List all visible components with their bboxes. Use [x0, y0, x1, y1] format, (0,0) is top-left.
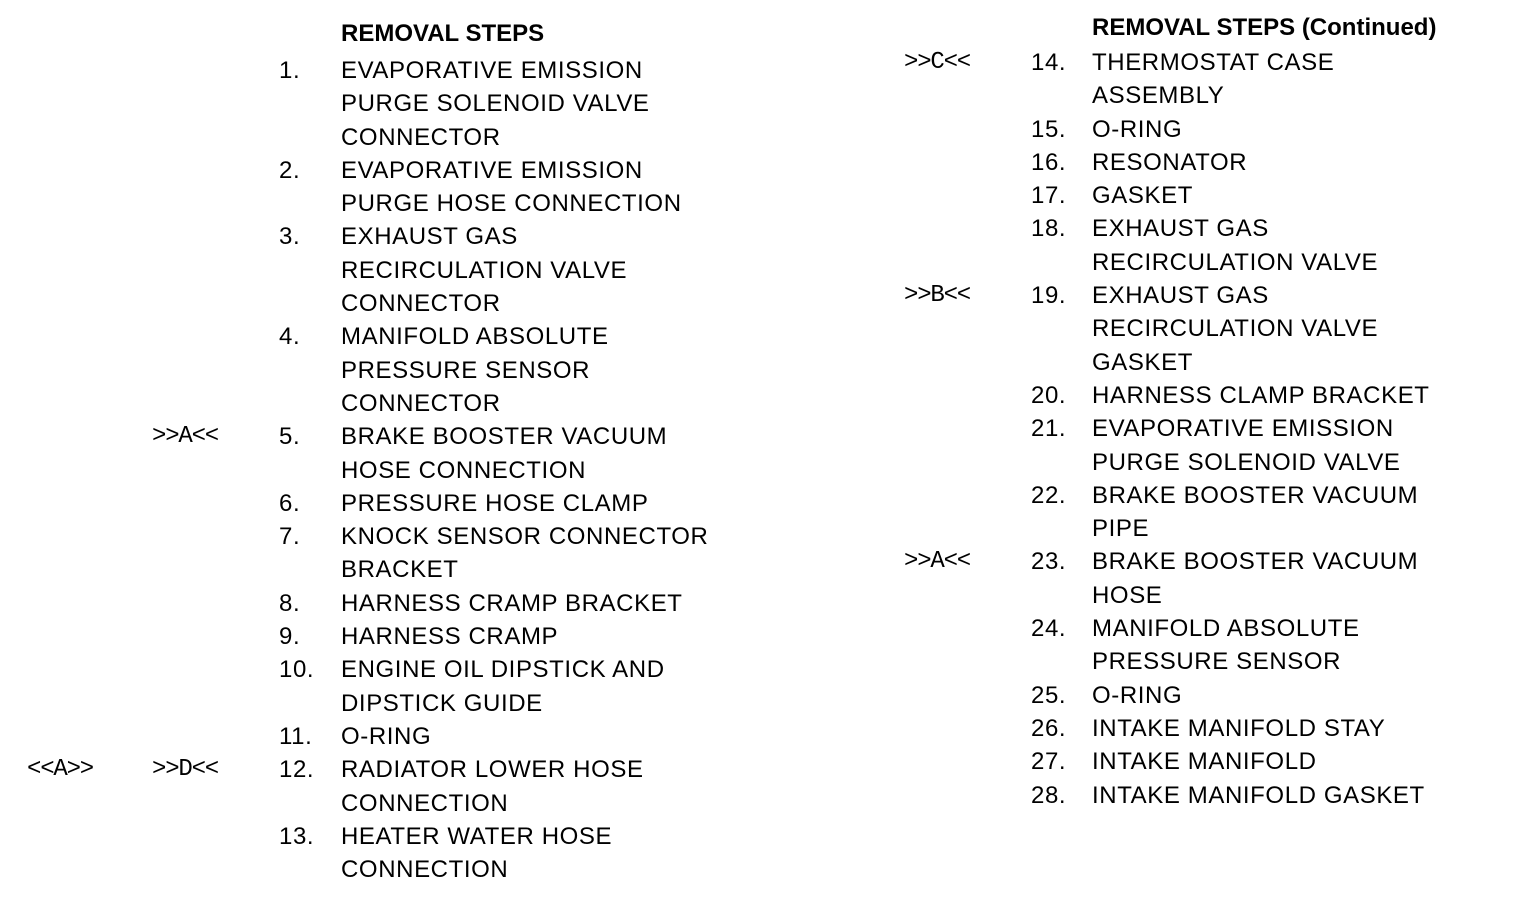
- procedure-ref-mark: >>C<<: [904, 49, 971, 76]
- step-number: 16.: [1031, 148, 1067, 176]
- step-number: 10.: [279, 656, 315, 684]
- step-number: 25.: [1031, 681, 1067, 709]
- step-number: 4.: [279, 323, 301, 351]
- step-27: [860, 745, 1517, 778]
- step-22: [860, 479, 1517, 546]
- step-text: MANIFOLD ABSOLUTE PRESSURE SENSOR: [1092, 615, 1360, 676]
- step-text: O-RING: [341, 722, 432, 750]
- step-text: BRAKE BOOSTER VACUUM PIPE: [1092, 481, 1419, 543]
- step-17: [860, 179, 1517, 212]
- left-steps-list: [0, 54, 841, 886]
- step-number: 3.: [279, 223, 301, 251]
- step-number: 22.: [1031, 481, 1067, 509]
- step-number: 23.: [1031, 548, 1067, 576]
- step-text: HARNESS CRAMP: [341, 623, 559, 651]
- step-4: [0, 320, 841, 420]
- step-number: 17.: [1031, 182, 1067, 210]
- step-number: 27.: [1031, 748, 1067, 776]
- procedure-ref-mark: >>A<<: [904, 548, 971, 576]
- step-9: [0, 620, 841, 653]
- step-text: O-RING: [1092, 681, 1183, 709]
- step-text: EXHAUST GAS RECIRCULATION VALVE CONNECTOR: [341, 223, 628, 318]
- step-text: EVAPORATIVE EMISSION PURGE SOLENOID VALVE: [1092, 415, 1401, 476]
- step-8: [0, 587, 841, 620]
- step-number: 15.: [1031, 115, 1067, 143]
- right-steps-list: [860, 46, 1517, 812]
- step-text: EXHAUST GAS RECIRCULATION VALVE: [1092, 215, 1379, 276]
- step-19: [860, 279, 1517, 379]
- step-text: BRAKE BOOSTER VACUUM HOSE CONNECTION: [341, 423, 668, 484]
- step-number: 19.: [1031, 282, 1067, 310]
- step-number: 2.: [279, 156, 301, 184]
- step-text: INTAKE MANIFOLD GASKET: [1092, 781, 1425, 809]
- step-1: [0, 54, 841, 154]
- step-number: 13.: [279, 822, 315, 850]
- step-number: 9.: [279, 623, 301, 651]
- step-number: 14.: [1031, 49, 1067, 76]
- step-23: [860, 545, 1517, 612]
- procedure-ref-mark: >>A<<: [152, 423, 219, 451]
- step-6: [0, 487, 841, 520]
- step-13: [0, 820, 841, 887]
- step-18: [860, 212, 1517, 279]
- step-text: PRESSURE HOSE CLAMP: [341, 489, 649, 517]
- step-25: [860, 679, 1517, 712]
- procedure-ref-mark: >>D<<: [152, 756, 219, 784]
- step-text: MANIFOLD ABSOLUTE PRESSURE SENSOR CONNECTOR: [341, 323, 609, 417]
- step-number: 1.: [279, 57, 301, 84]
- step-text: HARNESS CLAMP BRACKET: [1092, 381, 1430, 409]
- step-14: [860, 46, 1517, 113]
- step-text: INTAKE MANIFOLD STAY: [1092, 714, 1386, 742]
- step-text: ENGINE OIL DIPSTICK AND DIPSTICK GUIDE: [341, 656, 665, 717]
- procedure-ref-mark: >>B<<: [904, 282, 971, 310]
- installation-ref-mark: <<A>>: [27, 756, 94, 784]
- step-5: [0, 420, 841, 487]
- step-20: [860, 379, 1517, 412]
- step-number: 5.: [279, 423, 301, 451]
- step-text: EVAPORATIVE EMISSION PURGE SOLENOID VALVE CONNECTOR: [341, 57, 650, 151]
- step-2: [0, 154, 841, 221]
- step-text: KNOCK SENSOR CONNECTOR BRACKET: [341, 523, 709, 584]
- step-28: [860, 779, 1517, 812]
- step-26: [860, 712, 1517, 745]
- step-text: EXHAUST GAS RECIRCULATION VALVE GASKET: [1092, 282, 1379, 376]
- step-text: BRAKE BOOSTER VACUUM HOSE: [1092, 548, 1419, 609]
- step-7: [0, 520, 841, 587]
- step-text: O-RING: [1092, 115, 1183, 143]
- step-11: [0, 720, 841, 753]
- step-text: HARNESS CRAMP BRACKET: [341, 589, 683, 617]
- step-number: 11.: [279, 722, 313, 750]
- step-number: 20.: [1031, 381, 1067, 409]
- step-text: THERMOSTAT CASE ASSEMBLY: [1092, 49, 1335, 110]
- step-number: 26.: [1031, 714, 1067, 742]
- step-15: [860, 113, 1517, 146]
- step-text: RESONATOR: [1092, 148, 1248, 176]
- step-3: [0, 220, 841, 320]
- step-24: [860, 612, 1517, 679]
- step-text: INTAKE MANIFOLD: [1092, 748, 1317, 776]
- right-heading: REMOVAL STEPS (Continued): [1092, 14, 1437, 41]
- left-heading: REMOVAL STEPS: [341, 20, 545, 47]
- step-10: [0, 653, 841, 720]
- step-text: RADIATOR LOWER HOSE CONNECTION: [341, 756, 644, 817]
- step-number: 28.: [1031, 781, 1067, 809]
- step-text: GASKET: [1092, 182, 1193, 210]
- step-number: 21.: [1031, 415, 1067, 443]
- step-number: 24.: [1031, 615, 1067, 643]
- step-number: 8.: [279, 589, 301, 617]
- step-number: 18.: [1031, 215, 1067, 243]
- step-number: 12.: [279, 756, 315, 784]
- step-16: [860, 146, 1517, 179]
- step-text: HEATER WATER HOSE CONNECTION: [341, 822, 613, 884]
- step-21: [860, 412, 1517, 479]
- step-number: 6.: [279, 489, 301, 517]
- step-12: [0, 753, 841, 820]
- step-text: EVAPORATIVE EMISSION PURGE HOSE CONNECTION: [341, 156, 682, 218]
- step-number: 7.: [279, 523, 301, 551]
